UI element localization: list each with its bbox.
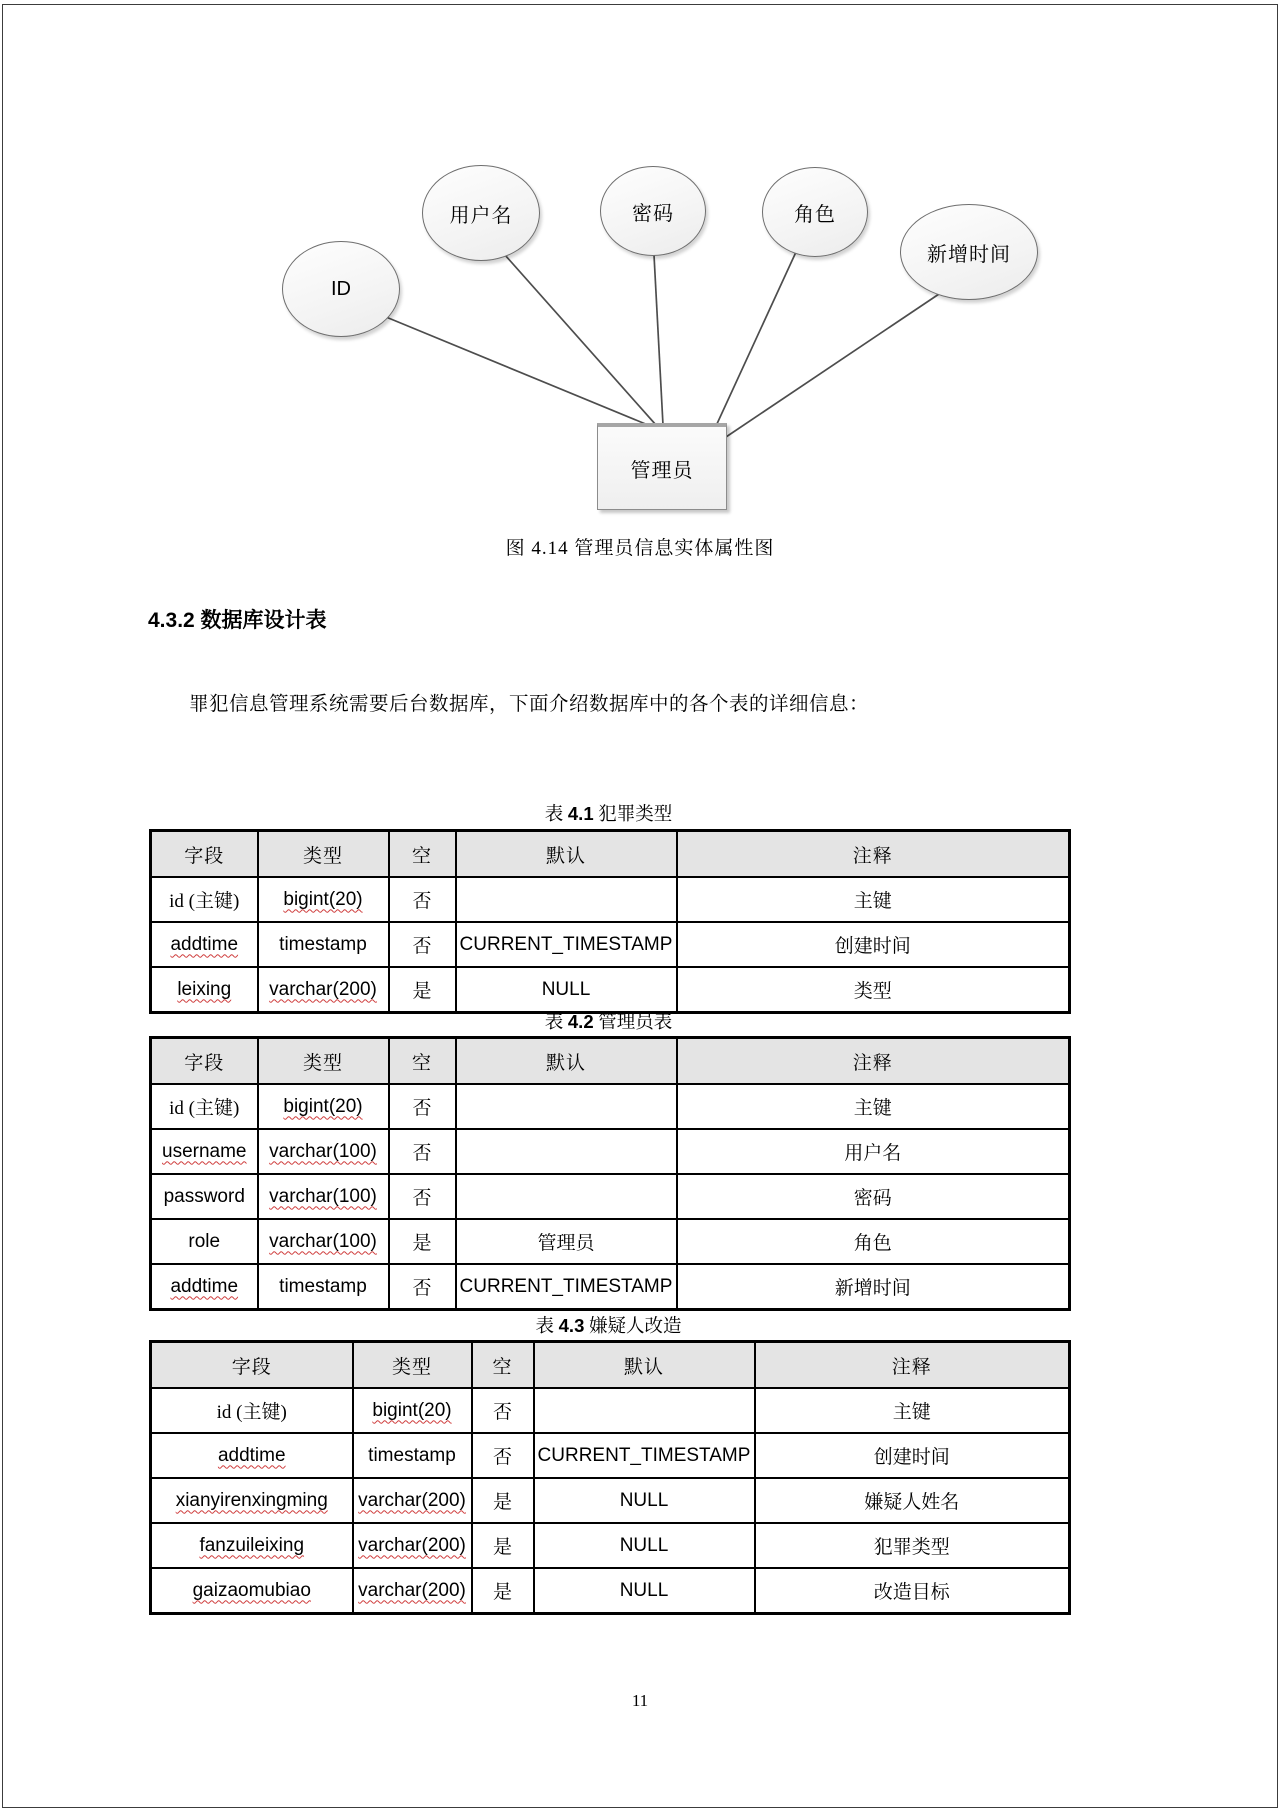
table-header-row	[151, 1342, 1070, 1389]
column-header: 默认	[456, 831, 677, 878]
column-header: 注释	[677, 831, 1070, 878]
column-header: 注释	[755, 1342, 1070, 1389]
table-cell: 主键	[677, 877, 1070, 922]
table-cell: 管理员	[456, 1219, 677, 1264]
table-cell: 否	[472, 1433, 534, 1478]
db-table-4-2	[149, 1036, 1071, 1311]
er-attribute-label: 角色	[794, 203, 836, 226]
caption-number: 4.3	[558, 1315, 585, 1336]
er-connector-line	[726, 292, 942, 437]
table-cell: 犯罪类型	[755, 1523, 1070, 1568]
table-cell: 是	[389, 1219, 456, 1264]
table-cell: varchar(200)	[353, 1478, 472, 1523]
table-cell	[456, 1174, 677, 1219]
table-row	[151, 1478, 1070, 1523]
column-header: 类型	[258, 831, 389, 878]
er-connector-line	[654, 255, 663, 425]
er-attribute-label: 用户名	[449, 204, 513, 227]
er-entity-label: 管理员	[630, 459, 694, 482]
table-cell: CURRENT_TIMESTAMP	[534, 1433, 755, 1478]
er-attribute-ellipse-addtime	[900, 204, 1038, 300]
table-cell: addtime	[151, 1433, 353, 1478]
table-row	[151, 1433, 1070, 1478]
table-row	[151, 967, 1070, 1013]
table-cell: NULL	[534, 1478, 755, 1523]
table-cell: 否	[389, 1174, 456, 1219]
caption-prefix: 表	[544, 1013, 564, 1033]
column-header: 空	[389, 831, 456, 878]
er-attribute-ellipse-username	[422, 165, 540, 261]
table-cell	[456, 877, 677, 922]
table-cell: xianyirenxingming	[151, 1478, 353, 1523]
table-cell: 用户名	[677, 1129, 1070, 1174]
db-table-4-1	[149, 829, 1071, 1014]
table-row	[151, 922, 1070, 967]
table-cell: timestamp	[258, 1264, 389, 1310]
table-row	[151, 877, 1070, 922]
caption-prefix: 表	[544, 805, 564, 825]
table-cell: CURRENT_TIMESTAMP	[456, 922, 677, 967]
column-header: 字段	[151, 1038, 258, 1085]
caption-number: 4.2	[567, 1011, 594, 1032]
column-header: 空	[389, 1038, 456, 1085]
table-cell: 是	[472, 1523, 534, 1568]
table-body	[151, 1084, 1070, 1310]
page-number: 11	[631, 1691, 649, 1710]
figure-caption: 图 4.14 管理员信息实体属性图	[505, 538, 775, 559]
table-cell: 是	[472, 1478, 534, 1523]
table-cell: 主键	[677, 1084, 1070, 1129]
er-entity-box	[597, 423, 727, 510]
table-cell: 否	[389, 922, 456, 967]
table-cell: 否	[389, 1129, 456, 1174]
er-attribute-label: 密码	[632, 202, 674, 225]
table-cell: bigint(20)	[258, 877, 389, 922]
column-header: 类型	[353, 1342, 472, 1389]
table-cell: 是	[389, 967, 456, 1013]
table-row	[151, 1219, 1070, 1264]
column-header: 类型	[258, 1038, 389, 1085]
db-table-4-3	[149, 1340, 1071, 1615]
table-cell: username	[151, 1129, 258, 1174]
table-cell: CURRENT_TIMESTAMP	[456, 1264, 677, 1310]
er-attribute-label: ID	[331, 277, 351, 300]
table-cell: varchar(200)	[353, 1568, 472, 1614]
er-attribute-ellipse-role	[762, 167, 868, 257]
table-cell: NULL	[534, 1568, 755, 1614]
table-cell: bigint(20)	[258, 1084, 389, 1129]
table-cell: addtime	[151, 922, 258, 967]
table-body	[151, 1388, 1070, 1614]
column-header: 默认	[456, 1038, 677, 1085]
header-row	[151, 1038, 1070, 1085]
table-cell: 新增时间	[677, 1264, 1070, 1310]
table-cell: 创建时间	[755, 1433, 1070, 1478]
table-cell: addtime	[151, 1264, 258, 1310]
table-cell: leixing	[151, 967, 258, 1013]
table-cell: 创建时间	[677, 922, 1070, 967]
table-cell	[534, 1388, 755, 1433]
table-cell: varchar(100)	[258, 1174, 389, 1219]
table-header-row	[151, 1038, 1070, 1085]
table-cell: 主键	[755, 1388, 1070, 1433]
er-attribute-ellipse-id	[282, 241, 400, 337]
table-cell: id (主键)	[151, 1084, 258, 1129]
table-cell: 否	[472, 1388, 534, 1433]
column-header: 字段	[151, 831, 258, 878]
table-row	[151, 1174, 1070, 1219]
table-cell: 改造目标	[755, 1568, 1070, 1614]
table-cell	[456, 1129, 677, 1174]
table-cell: timestamp	[353, 1433, 472, 1478]
caption-prefix: 表	[535, 1317, 555, 1337]
table-row	[151, 1129, 1070, 1174]
er-diagram	[0, 0, 1280, 560]
table-cell: varchar(100)	[258, 1129, 389, 1174]
table-row	[151, 1084, 1070, 1129]
table-cell: fanzuileixing	[151, 1523, 353, 1568]
table-row	[151, 1388, 1070, 1433]
er-attribute-label: 新增时间	[927, 243, 1011, 266]
table-cell: 嫌疑人姓名	[755, 1478, 1070, 1523]
caption-title: 嫌疑人改造	[588, 1317, 682, 1337]
column-header: 空	[472, 1342, 534, 1389]
table-header-row	[151, 831, 1070, 878]
table-cell	[456, 1084, 677, 1129]
table-cell: NULL	[534, 1523, 755, 1568]
table-caption-4-2	[149, 1008, 1068, 1034]
header-row	[151, 1342, 1070, 1389]
section-heading: 4.3.2 数据库设计表	[148, 609, 327, 632]
column-header: 注释	[677, 1038, 1070, 1085]
table-cell: role	[151, 1219, 258, 1264]
table-row	[151, 1264, 1070, 1310]
table-cell: varchar(100)	[258, 1219, 389, 1264]
table-cell: NULL	[456, 967, 677, 1013]
body-paragraph: 罪犯信息管理系统需要后台数据库，下面介绍数据库中的各个表的详细信息：	[188, 694, 869, 715]
table-row	[151, 1523, 1070, 1568]
table-cell: timestamp	[258, 922, 389, 967]
table-cell: id (主键)	[151, 877, 258, 922]
table-body	[151, 877, 1070, 1013]
header-row	[151, 831, 1070, 878]
table-cell: varchar(200)	[258, 967, 389, 1013]
table-row	[151, 1568, 1070, 1614]
table-caption-4-1	[149, 800, 1068, 826]
er-connector-line	[505, 255, 656, 425]
caption-title: 管理员表	[598, 1013, 673, 1033]
caption-title: 犯罪类型	[598, 805, 673, 825]
caption-number: 4.1	[567, 803, 594, 824]
column-header: 默认	[534, 1342, 755, 1389]
column-header: 字段	[151, 1342, 353, 1389]
table-cell: 类型	[677, 967, 1070, 1013]
table-cell: 是	[472, 1568, 534, 1614]
table-cell: 否	[389, 1084, 456, 1129]
table-cell: gaizaomubiao	[151, 1568, 353, 1614]
table-cell: varchar(200)	[353, 1523, 472, 1568]
table-cell: 否	[389, 1264, 456, 1310]
table-cell: bigint(20)	[353, 1388, 472, 1433]
table-cell: 否	[389, 877, 456, 922]
table-cell: 密码	[677, 1174, 1070, 1219]
table-cell: 角色	[677, 1219, 1070, 1264]
er-connector-line	[716, 252, 796, 426]
table-cell: id (主键)	[151, 1388, 353, 1433]
table-cell: password	[151, 1174, 258, 1219]
table-caption-4-3	[149, 1312, 1068, 1338]
er-attribute-ellipse-password	[600, 166, 706, 256]
